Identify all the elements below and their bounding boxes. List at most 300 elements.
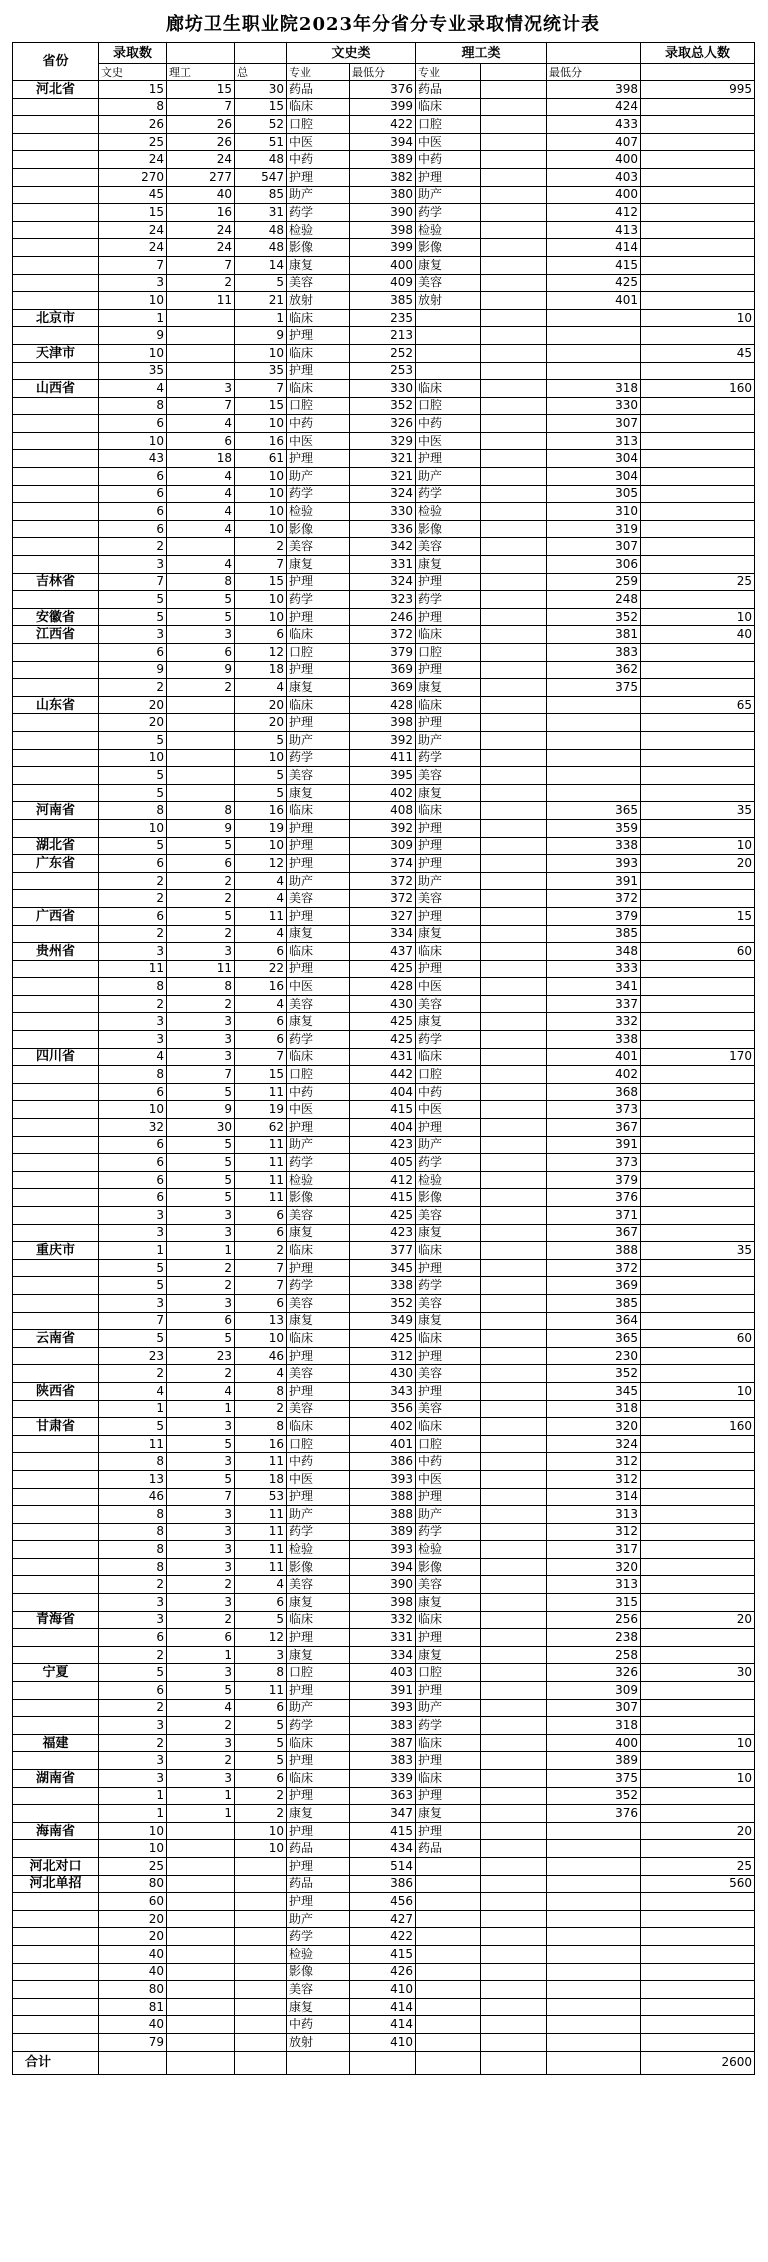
arts-major-cell: 中医	[287, 1470, 350, 1488]
science-min-score-cell: 256	[547, 1611, 641, 1629]
science-count-cell	[167, 1857, 235, 1875]
science-major-cell: 美容	[416, 538, 481, 556]
arts-min-score-cell: 394	[350, 1558, 416, 1576]
arts-min-score-cell: 401	[350, 1435, 416, 1453]
province-total-cell	[641, 1717, 755, 1735]
table-row	[13, 380, 755, 398]
total-count-cell: 12	[235, 1629, 287, 1647]
science-min-score-cell: 348	[547, 943, 641, 961]
province-total-cell	[641, 1752, 755, 1770]
science-min-score-cell: 304	[547, 468, 641, 486]
arts-count-cell: 10	[99, 292, 167, 310]
total-count-cell: 48	[235, 221, 287, 239]
science-min-score-cell: 402	[547, 1066, 641, 1084]
arts-major-cell: 助产	[287, 186, 350, 204]
province-cell	[13, 556, 99, 574]
arts-major-cell: 中医	[287, 1101, 350, 1119]
total-count-cell: 18	[235, 661, 287, 679]
science-min-score-cell	[547, 714, 641, 732]
province-cell	[13, 1277, 99, 1295]
table-row	[13, 2016, 755, 2034]
spacer-cell	[481, 1805, 547, 1823]
province-total-cell: 45	[641, 344, 755, 362]
arts-count-cell: 23	[99, 1347, 167, 1365]
total-count-cell: 1	[235, 309, 287, 327]
table-row	[13, 1101, 755, 1119]
arts-major-cell: 中药	[287, 2016, 350, 2034]
spacer-cell	[481, 1277, 547, 1295]
province-cell	[13, 1347, 99, 1365]
table-row	[13, 133, 755, 151]
province-cell	[13, 1998, 99, 2016]
total-count-cell	[235, 1945, 287, 1963]
table-row	[13, 432, 755, 450]
total-count-cell	[235, 1963, 287, 1981]
arts-major-cell: 美容	[287, 1207, 350, 1225]
science-count-cell: 7	[167, 397, 235, 415]
province-cell	[13, 1699, 99, 1717]
table-row	[13, 802, 755, 820]
province-total-cell	[641, 714, 755, 732]
science-count-cell: 2	[167, 1717, 235, 1735]
science-major-cell: 护理	[416, 1629, 481, 1647]
arts-major-cell: 检验	[287, 1945, 350, 1963]
total-count-cell: 10	[235, 749, 287, 767]
province-cell	[13, 1981, 99, 1999]
science-count-cell: 6	[167, 1629, 235, 1647]
total-count-cell: 7	[235, 380, 287, 398]
header-row	[13, 43, 755, 64]
arts-major-cell: 口腔	[287, 1435, 350, 1453]
arts-min-score-cell: 329	[350, 432, 416, 450]
spacer-cell	[481, 1717, 547, 1735]
table-row	[13, 1594, 755, 1612]
science-major-cell: 口腔	[416, 1664, 481, 1682]
table-row	[13, 1558, 755, 1576]
arts-min-score-cell: 394	[350, 133, 416, 151]
spacer-cell	[481, 1506, 547, 1524]
spacer-cell	[481, 767, 547, 785]
arts-min-score-cell: 252	[350, 344, 416, 362]
province-total-cell	[641, 415, 755, 433]
total-count-cell: 7	[235, 1259, 287, 1277]
spacer-cell	[481, 1101, 547, 1119]
table-row	[13, 872, 755, 890]
province-cell: 广东省	[13, 855, 99, 873]
science-major-cell: 中医	[416, 1470, 481, 1488]
arts-count-cell: 6	[99, 1189, 167, 1207]
arts-major-cell: 影像	[287, 1558, 350, 1576]
spacer-cell	[481, 327, 547, 345]
grand-total-label: 合计	[13, 2051, 99, 2074]
science-major-cell: 临床	[416, 626, 481, 644]
science-major-cell	[416, 1910, 481, 1928]
science-min-score-cell	[547, 1857, 641, 1875]
science-major-cell: 护理	[416, 661, 481, 679]
science-count-cell: 24	[167, 151, 235, 169]
arts-min-score-cell: 331	[350, 556, 416, 574]
arts-min-score-cell: 391	[350, 1682, 416, 1700]
province-total-cell	[641, 978, 755, 996]
spacer-cell	[481, 1382, 547, 1400]
science-count-cell: 1	[167, 1646, 235, 1664]
science-count-cell	[167, 2016, 235, 2034]
province-total-cell	[641, 2016, 755, 2034]
province-total-cell: 25	[641, 573, 755, 591]
arts-count-cell: 26	[99, 116, 167, 134]
arts-min-score-cell: 380	[350, 186, 416, 204]
total-count-cell: 5	[235, 1717, 287, 1735]
science-major-cell: 口腔	[416, 1066, 481, 1084]
science-major-cell: 康复	[416, 1224, 481, 1242]
arts-major-cell: 临床	[287, 696, 350, 714]
arts-major-cell: 药学	[287, 1717, 350, 1735]
province-cell	[13, 98, 99, 116]
arts-min-score-cell: 356	[350, 1400, 416, 1418]
arts-min-score-cell: 399	[350, 239, 416, 257]
arts-major-cell: 助产	[287, 1136, 350, 1154]
province-cell	[13, 1945, 99, 1963]
science-count-cell	[167, 362, 235, 380]
table-row	[13, 591, 755, 609]
spacer-cell	[481, 1013, 547, 1031]
province-total-cell	[641, 1805, 755, 1823]
province-cell	[13, 1928, 99, 1946]
science-count-cell: 3	[167, 1734, 235, 1752]
province-cell: 安徽省	[13, 608, 99, 626]
arts-major-cell: 检验	[287, 221, 350, 239]
province-cell	[13, 978, 99, 996]
empty-cell	[287, 2051, 350, 2074]
spacer-cell	[481, 1752, 547, 1770]
table-row	[13, 1523, 755, 1541]
science-major-cell	[416, 1945, 481, 1963]
science-min-score-cell: 352	[547, 608, 641, 626]
arts-count-cell: 5	[99, 608, 167, 626]
science-major-cell: 临床	[416, 1770, 481, 1788]
province-total-cell	[641, 1963, 755, 1981]
arts-major-cell: 口腔	[287, 644, 350, 662]
arts-count-cell: 3	[99, 1752, 167, 1770]
table-row	[13, 1048, 755, 1066]
science-count-cell	[167, 1822, 235, 1840]
table-row	[13, 1083, 755, 1101]
spacer-cell	[481, 1330, 547, 1348]
table-row	[13, 1136, 755, 1154]
table-row	[13, 292, 755, 310]
science-count-cell: 1	[167, 1400, 235, 1418]
province-cell	[13, 485, 99, 503]
science-min-score-cell: 362	[547, 661, 641, 679]
table-row	[13, 1945, 755, 1963]
total-count-cell: 11	[235, 1453, 287, 1471]
arts-count-cell: 24	[99, 239, 167, 257]
science-min-score-cell	[547, 2016, 641, 2034]
arts-count-cell: 8	[99, 978, 167, 996]
spacer-cell	[481, 1312, 547, 1330]
province-total-cell: 15	[641, 907, 755, 925]
arts-min-score-cell: 253	[350, 362, 416, 380]
province-total-cell	[641, 450, 755, 468]
science-count-cell: 4	[167, 1382, 235, 1400]
arts-min-score-cell: 430	[350, 1365, 416, 1383]
total-count-cell: 14	[235, 256, 287, 274]
science-major-cell: 助产	[416, 731, 481, 749]
spacer-cell	[481, 133, 547, 151]
total-count-cell: 11	[235, 1171, 287, 1189]
table-row	[13, 1453, 755, 1471]
total-count-cell: 2	[235, 1242, 287, 1260]
table-row	[13, 1629, 755, 1647]
province-total-cell	[641, 116, 755, 134]
province-total-cell	[641, 239, 755, 257]
table-row	[13, 1682, 755, 1700]
science-major-cell	[416, 344, 481, 362]
science-count-cell: 24	[167, 221, 235, 239]
total-count-cell: 547	[235, 168, 287, 186]
arts-min-score-cell: 389	[350, 151, 416, 169]
table-row	[13, 485, 755, 503]
arts-count-cell: 40	[99, 1963, 167, 1981]
province-cell	[13, 362, 99, 380]
province-cell	[13, 397, 99, 415]
science-major-cell: 临床	[416, 1242, 481, 1260]
science-major-cell: 临床	[416, 943, 481, 961]
arts-major-cell: 康复	[287, 1224, 350, 1242]
arts-min-score-cell: 393	[350, 1541, 416, 1559]
science-min-score-cell: 379	[547, 907, 641, 925]
spacer-cell	[481, 168, 547, 186]
spacer-cell	[481, 1207, 547, 1225]
arts-major-cell: 放射	[287, 292, 350, 310]
science-count-cell: 3	[167, 1294, 235, 1312]
arts-min-score-cell: 386	[350, 1875, 416, 1893]
arts-min-score-cell: 392	[350, 819, 416, 837]
total-count-cell	[235, 1893, 287, 1911]
science-count-cell	[167, 749, 235, 767]
science-major-cell: 口腔	[416, 116, 481, 134]
province-total-cell	[641, 327, 755, 345]
science-min-score-cell: 365	[547, 1330, 641, 1348]
province-total-cell	[641, 1083, 755, 1101]
arts-min-score-cell: 415	[350, 1822, 416, 1840]
spacer-cell	[481, 995, 547, 1013]
subheader-arts-major: 专业	[287, 64, 350, 81]
science-min-score-cell	[547, 327, 641, 345]
arts-header: 文史类	[287, 43, 416, 64]
science-count-cell: 40	[167, 186, 235, 204]
science-min-score-cell: 307	[547, 1699, 641, 1717]
arts-min-score-cell: 387	[350, 1734, 416, 1752]
science-count-cell: 4	[167, 556, 235, 574]
total-count-cell: 4	[235, 872, 287, 890]
science-major-cell: 临床	[416, 98, 481, 116]
science-major-cell: 护理	[416, 573, 481, 591]
science-min-score-cell	[547, 2033, 641, 2051]
science-major-cell: 助产	[416, 1136, 481, 1154]
province-cell	[13, 1787, 99, 1805]
arts-count-cell: 5	[99, 767, 167, 785]
arts-min-score-cell: 425	[350, 1013, 416, 1031]
province-total-cell	[641, 556, 755, 574]
province-cell: 海南省	[13, 1822, 99, 1840]
province-cell	[13, 1506, 99, 1524]
arts-min-score-cell: 410	[350, 1981, 416, 1999]
arts-min-score-cell: 430	[350, 995, 416, 1013]
province-cell	[13, 1840, 99, 1858]
spacer-cell	[481, 1083, 547, 1101]
spacer-cell	[481, 1787, 547, 1805]
arts-major-cell: 中医	[287, 432, 350, 450]
province-total-cell	[641, 767, 755, 785]
arts-min-score-cell: 412	[350, 1171, 416, 1189]
science-min-score-cell: 393	[547, 855, 641, 873]
arts-min-score-cell: 423	[350, 1136, 416, 1154]
table-row	[13, 1770, 755, 1788]
arts-min-score-cell: 393	[350, 1699, 416, 1717]
province-total-cell: 35	[641, 1242, 755, 1260]
science-count-cell	[167, 1998, 235, 2016]
science-min-score-cell: 368	[547, 1083, 641, 1101]
arts-min-score-cell: 338	[350, 1277, 416, 1295]
arts-count-cell: 6	[99, 503, 167, 521]
table-row	[13, 151, 755, 169]
science-min-score-cell: 309	[547, 1682, 641, 1700]
total-count-cell: 52	[235, 116, 287, 134]
total-count-cell: 48	[235, 239, 287, 257]
spacer-cell	[481, 1945, 547, 1963]
arts-min-score-cell: 405	[350, 1154, 416, 1172]
science-count-cell: 26	[167, 116, 235, 134]
province-total-cell	[641, 784, 755, 802]
province-total-cell	[641, 1312, 755, 1330]
table-row	[13, 1382, 755, 1400]
arts-min-score-cell: 321	[350, 468, 416, 486]
science-min-score-cell: 318	[547, 1400, 641, 1418]
spacer-cell	[481, 1066, 547, 1084]
science-count-cell	[167, 1945, 235, 1963]
arts-count-cell: 8	[99, 1541, 167, 1559]
arts-count-cell: 5	[99, 731, 167, 749]
total-count-cell: 11	[235, 1541, 287, 1559]
science-count-cell: 7	[167, 1066, 235, 1084]
total-count-cell: 2	[235, 538, 287, 556]
table-row	[13, 1787, 755, 1805]
subheader-science: 理工	[167, 64, 235, 81]
province-cell: 山西省	[13, 380, 99, 398]
science-count-cell: 3	[167, 1770, 235, 1788]
empty-cell	[481, 2051, 547, 2074]
province-total-cell	[641, 520, 755, 538]
admitted-header: 录取数	[99, 43, 167, 64]
science-count-cell: 2	[167, 1611, 235, 1629]
science-major-cell: 临床	[416, 380, 481, 398]
arts-major-cell: 药学	[287, 485, 350, 503]
science-major-cell: 美容	[416, 1207, 481, 1225]
science-min-score-cell: 433	[547, 116, 641, 134]
arts-count-cell: 10	[99, 749, 167, 767]
science-major-cell: 美容	[416, 890, 481, 908]
total-count-cell: 6	[235, 1031, 287, 1049]
spacer-cell	[481, 784, 547, 802]
science-count-cell	[167, 327, 235, 345]
science-count-cell	[167, 1893, 235, 1911]
science-count-cell	[167, 767, 235, 785]
table-row	[13, 995, 755, 1013]
science-min-score-cell: 317	[547, 1541, 641, 1559]
province-total-cell	[641, 591, 755, 609]
science-min-score-cell: 400	[547, 186, 641, 204]
arts-count-cell: 25	[99, 133, 167, 151]
total-count-cell: 8	[235, 1382, 287, 1400]
arts-min-score-cell: 389	[350, 1523, 416, 1541]
province-cell	[13, 327, 99, 345]
arts-count-cell: 81	[99, 1998, 167, 2016]
science-major-cell: 护理	[416, 1787, 481, 1805]
arts-count-cell: 6	[99, 1629, 167, 1647]
province-cell	[13, 503, 99, 521]
science-major-cell: 康复	[416, 925, 481, 943]
arts-min-score-cell: 347	[350, 1805, 416, 1823]
science-major-cell: 药学	[416, 1523, 481, 1541]
arts-major-cell: 护理	[287, 573, 350, 591]
total-count-cell: 10	[235, 415, 287, 433]
arts-min-score-cell: 393	[350, 1470, 416, 1488]
total-count-cell: 10	[235, 608, 287, 626]
science-min-score-cell: 304	[547, 450, 641, 468]
arts-major-cell: 护理	[287, 1119, 350, 1137]
spacer-cell	[481, 2016, 547, 2034]
science-count-cell	[167, 2033, 235, 2051]
total-count-cell: 10	[235, 1330, 287, 1348]
spacer-cell	[481, 644, 547, 662]
science-count-cell	[167, 1928, 235, 1946]
arts-count-cell: 2	[99, 1365, 167, 1383]
arts-count-cell: 8	[99, 1453, 167, 1471]
province-cell	[13, 133, 99, 151]
spacer-cell	[481, 1294, 547, 1312]
total-count-cell: 3	[235, 1646, 287, 1664]
science-major-cell: 口腔	[416, 1435, 481, 1453]
total-count-cell: 5	[235, 274, 287, 292]
arts-count-cell: 7	[99, 1312, 167, 1330]
province-total-cell	[641, 1453, 755, 1471]
spacer-cell	[481, 1154, 547, 1172]
science-count-cell	[167, 731, 235, 749]
arts-major-cell: 康复	[287, 1646, 350, 1664]
science-min-score-cell: 307	[547, 415, 641, 433]
table-row	[13, 1154, 755, 1172]
table-row	[13, 520, 755, 538]
science-min-score-cell	[547, 749, 641, 767]
arts-major-cell: 助产	[287, 1699, 350, 1717]
spacer-cell	[481, 1699, 547, 1717]
province-cell	[13, 1646, 99, 1664]
total-count-cell: 5	[235, 1734, 287, 1752]
table-row	[13, 81, 755, 99]
science-count-cell: 2	[167, 1365, 235, 1383]
table-row	[13, 784, 755, 802]
science-count-cell: 6	[167, 644, 235, 662]
spacer-cell	[481, 2033, 547, 2051]
science-count-cell	[167, 1963, 235, 1981]
table-row	[13, 362, 755, 380]
table-row	[13, 731, 755, 749]
science-count-cell: 2	[167, 274, 235, 292]
province-total-cell	[641, 1259, 755, 1277]
science-count-cell: 5	[167, 837, 235, 855]
arts-major-cell: 护理	[287, 450, 350, 468]
